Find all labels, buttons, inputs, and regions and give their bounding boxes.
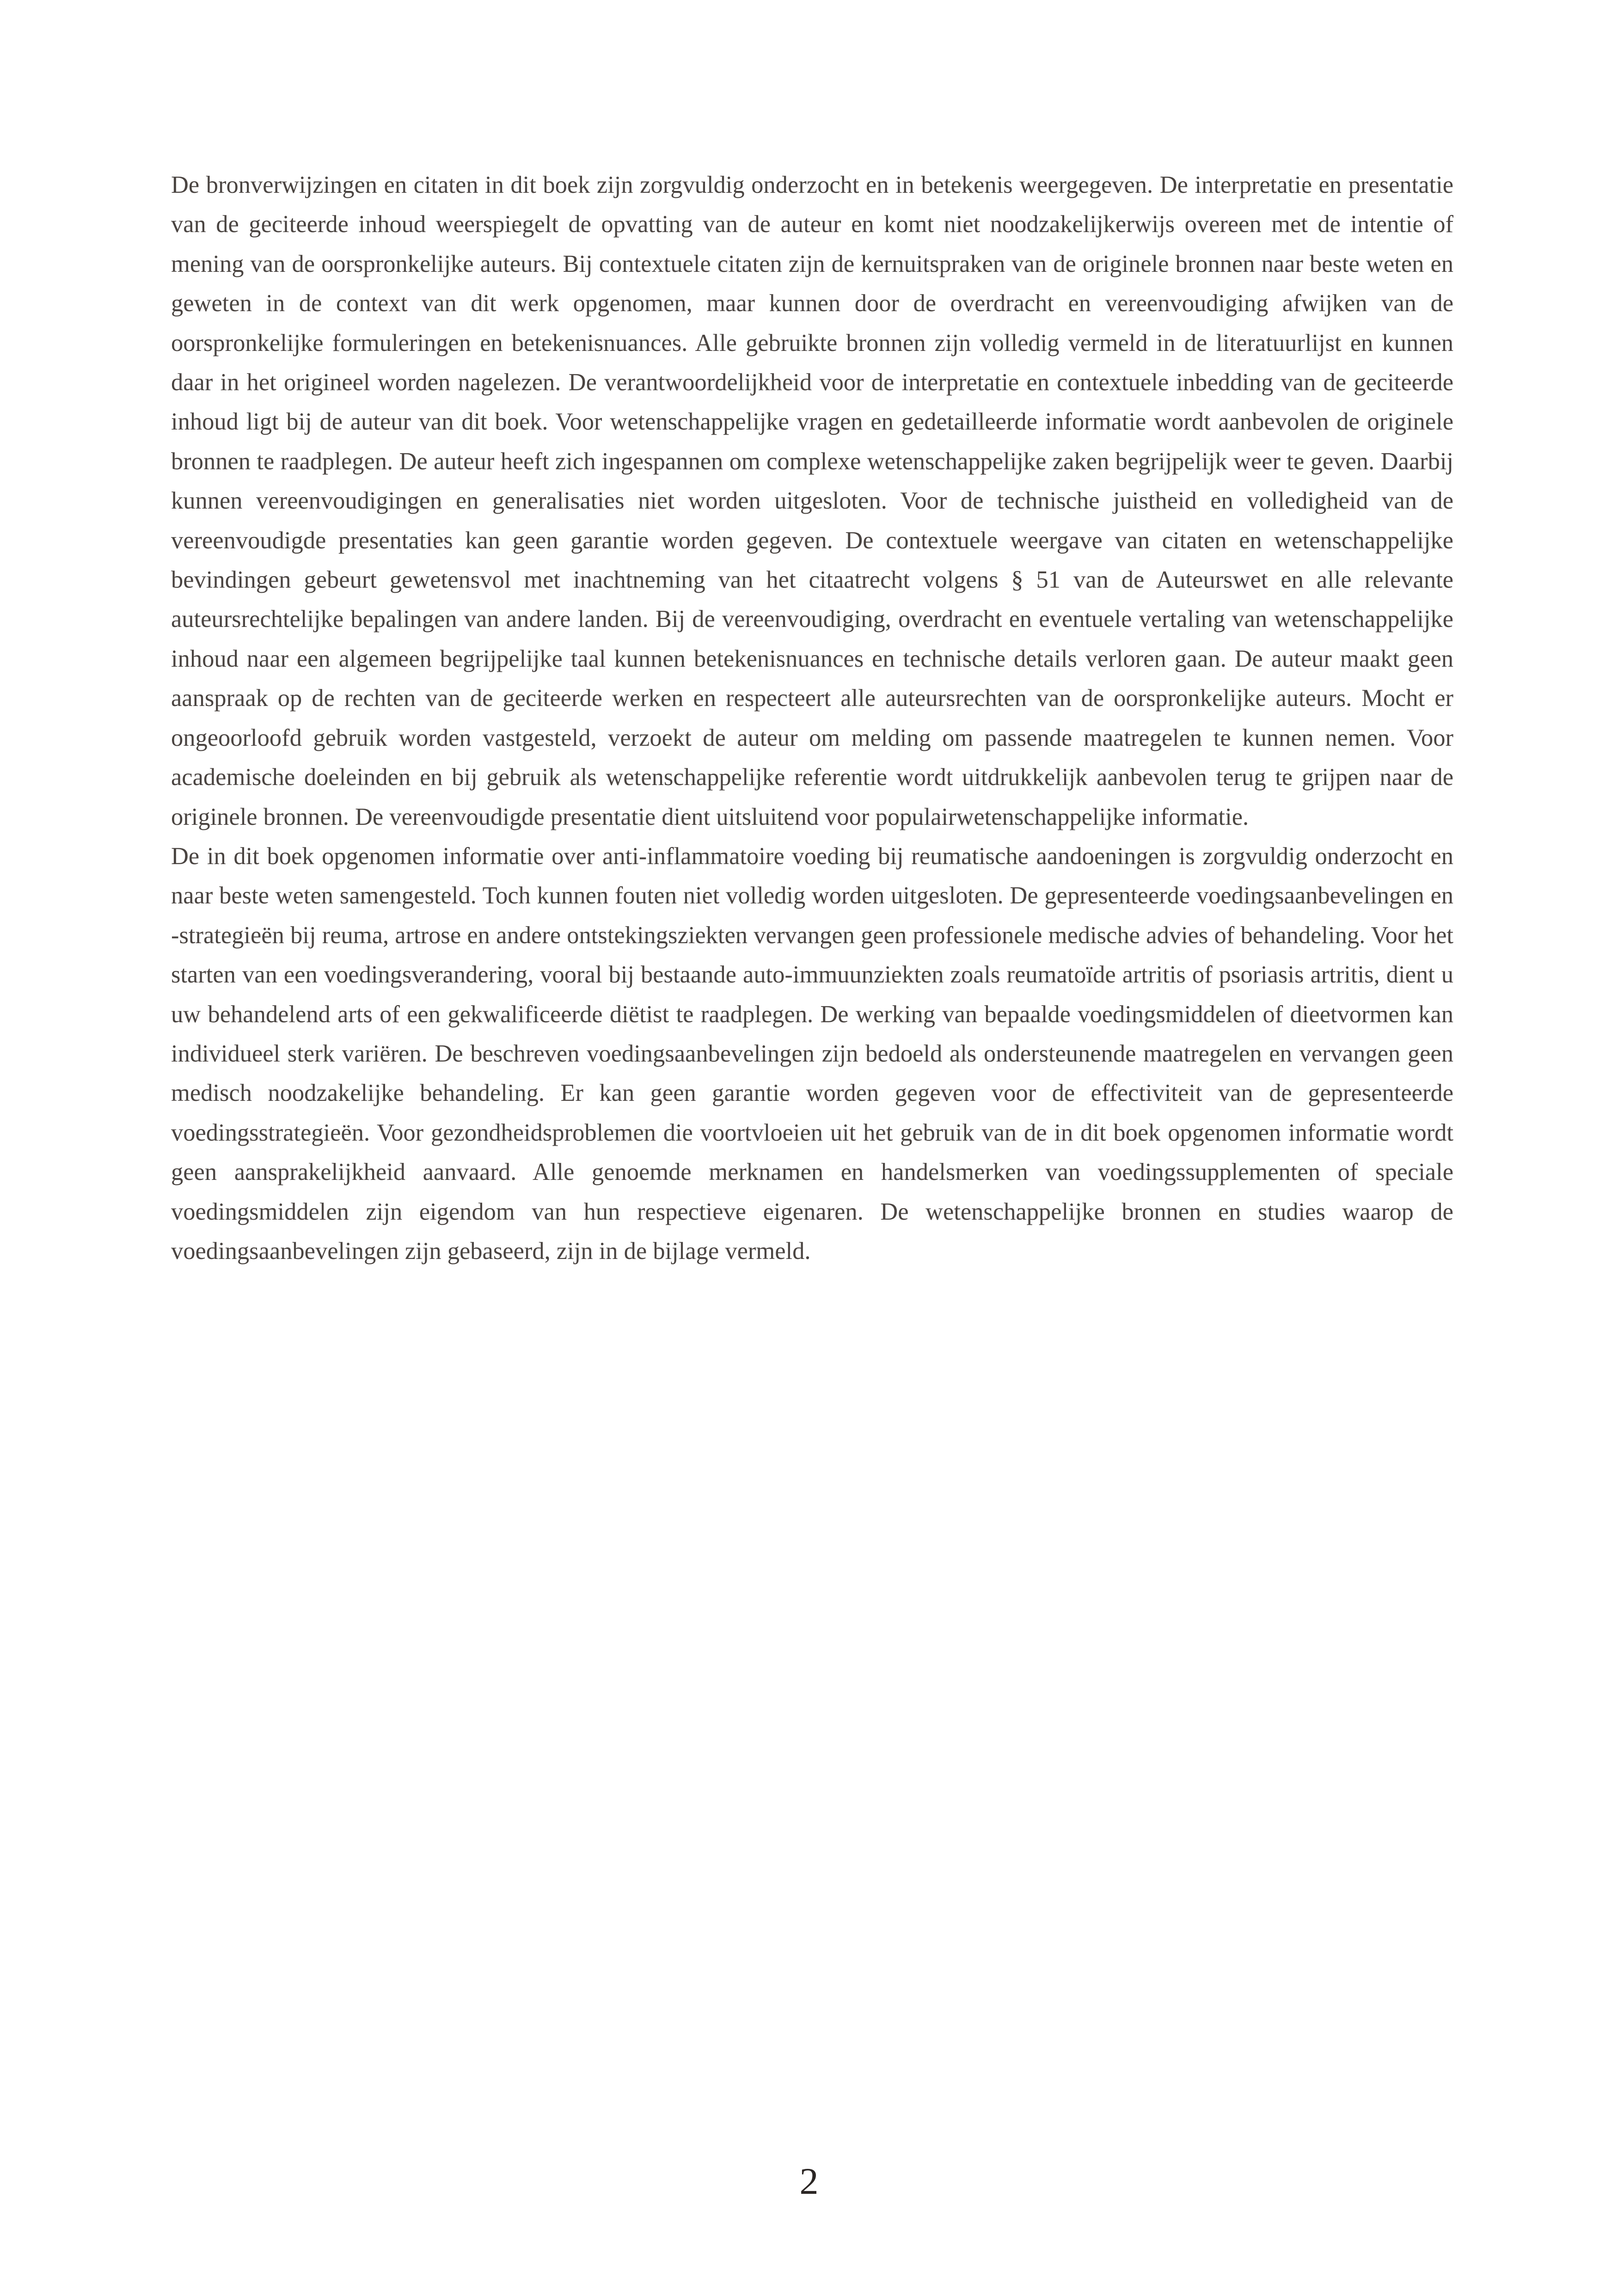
body-text	[171, 166, 1453, 1271]
paragraph-medical-disclaimer: De in dit boek opgenomen informatie over anti-inflammatoire voeding bij reumatische aandoeningen is zorgvuldig onderzocht en naar beste weten samengesteld. Toch kunnen fouten niet volledig worden uitgesloten. De gepresenteerde voedingsaanbevelingen en -strategieën bij reuma, artrose en andere ontstekingsziekten vervangen geen professionele medische advies of behandeling. Voor het starten van een voedingsverandering, vooral bij bestaande auto-immuunziekten zoals reumatoïde artritis of psoriasis artritis, dient u uw behandelend arts of een gekwalificeerde diëtist te raadplegen. De werking van bepaalde voedingsmiddelen of dieetvormen kan individueel sterk variëren. De beschreven voedingsaanbevelingen zijn bedoeld als ondersteunende maatregelen en vervangen geen medisch noodzakelijke behandeling. Er kan geen garantie worden gegeven voor de effectiviteit van de gepresenteerde voedingsstrategieën. Voor gezondheidsproblemen die voortvloeien uit het gebruik van de in dit boek opgenomen informatie wordt geen aansprakelijkheid aanvaard. Alle genoemde merknamen en handelsmerken van voedingssupplementen of speciale voedingsmiddelen zijn eigendom van hun respectieve eigenaren. De wetenschappelijke bronnen en studies waarop de voedingsaanbevelingen zijn gebaseerd, zijn in de bijlage vermeld.	[171, 842, 1453, 1265]
paragraph-sources-disclaimer: De bronverwijzingen en citaten in dit boek zijn zorgvuldig onderzocht en in betekenis weergegeven. De interpretatie en presentatie van de geciteerde inhoud weerspiegelt de opvatting van de auteur en komt niet noodzakelijkerwijs overeen met de intentie of mening van de oorspronkelijke auteurs. Bij contextuele citaten zijn de kernuitspraken van de originele bronnen naar beste weten en geweten in de context van dit werk opgenomen, maar kunnen door de overdracht en vereenvoudiging afwijken van de oorspronkelijke formuleringen en betekenisnuances. Alle gebruikte bronnen zijn volledig vermeld in de literatuurlijst en kunnen daar in het origineel worden nagelezen. De verantwoordelijkheid voor de interpretatie en contextuele inbedding van de geciteerde inhoud ligt bij de auteur van dit boek. Voor wetenschappelijke vragen en gedetailleerde informatie wordt aanbevolen de originele bronnen te raadplegen. De auteur heeft zich ingespannen om complexe wetenschappelijke zaken begrijpelijk weer te geven. Daarbij kunnen vereenvoudigingen en generalisaties niet worden uitgesloten. Voor de technische juistheid en volledigheid van de vereenvoudigde presentaties kan geen garantie worden gegeven. De contextuele weergave van citaten en wetenschappelijke bevindingen gebeurt gewetensvol met inachtneming van het citaatrecht volgens § 51 van de Auteurswet en alle relevante auteursrechtelijke bepalingen van andere landen. Bij de vereenvoudiging, overdracht en eventuele vertaling van wetenschappelijke inhoud naar een algemeen begrijpelijke taal kunnen betekenisnuances en technische details verloren gaan. De auteur maakt geen aanspraak op de rechten van de geciteerde werken en respecteert alle auteursrechten van de oorspronkelijke auteurs. Mocht er ongeoorloofd gebruik worden vastgesteld, verzoekt de auteur om melding om passende maatregelen te kunnen nemen. Voor academische doeleinden en bij gebruik als wetenschappelijke referentie wordt uitdrukkelijk aanbevolen terug te grijpen naar de originele bronnen. De vereenvoudigde presentatie dient uitsluitend voor populairwetenschappelijke informatie.	[171, 172, 1453, 830]
page-number: 2	[799, 2160, 819, 2202]
